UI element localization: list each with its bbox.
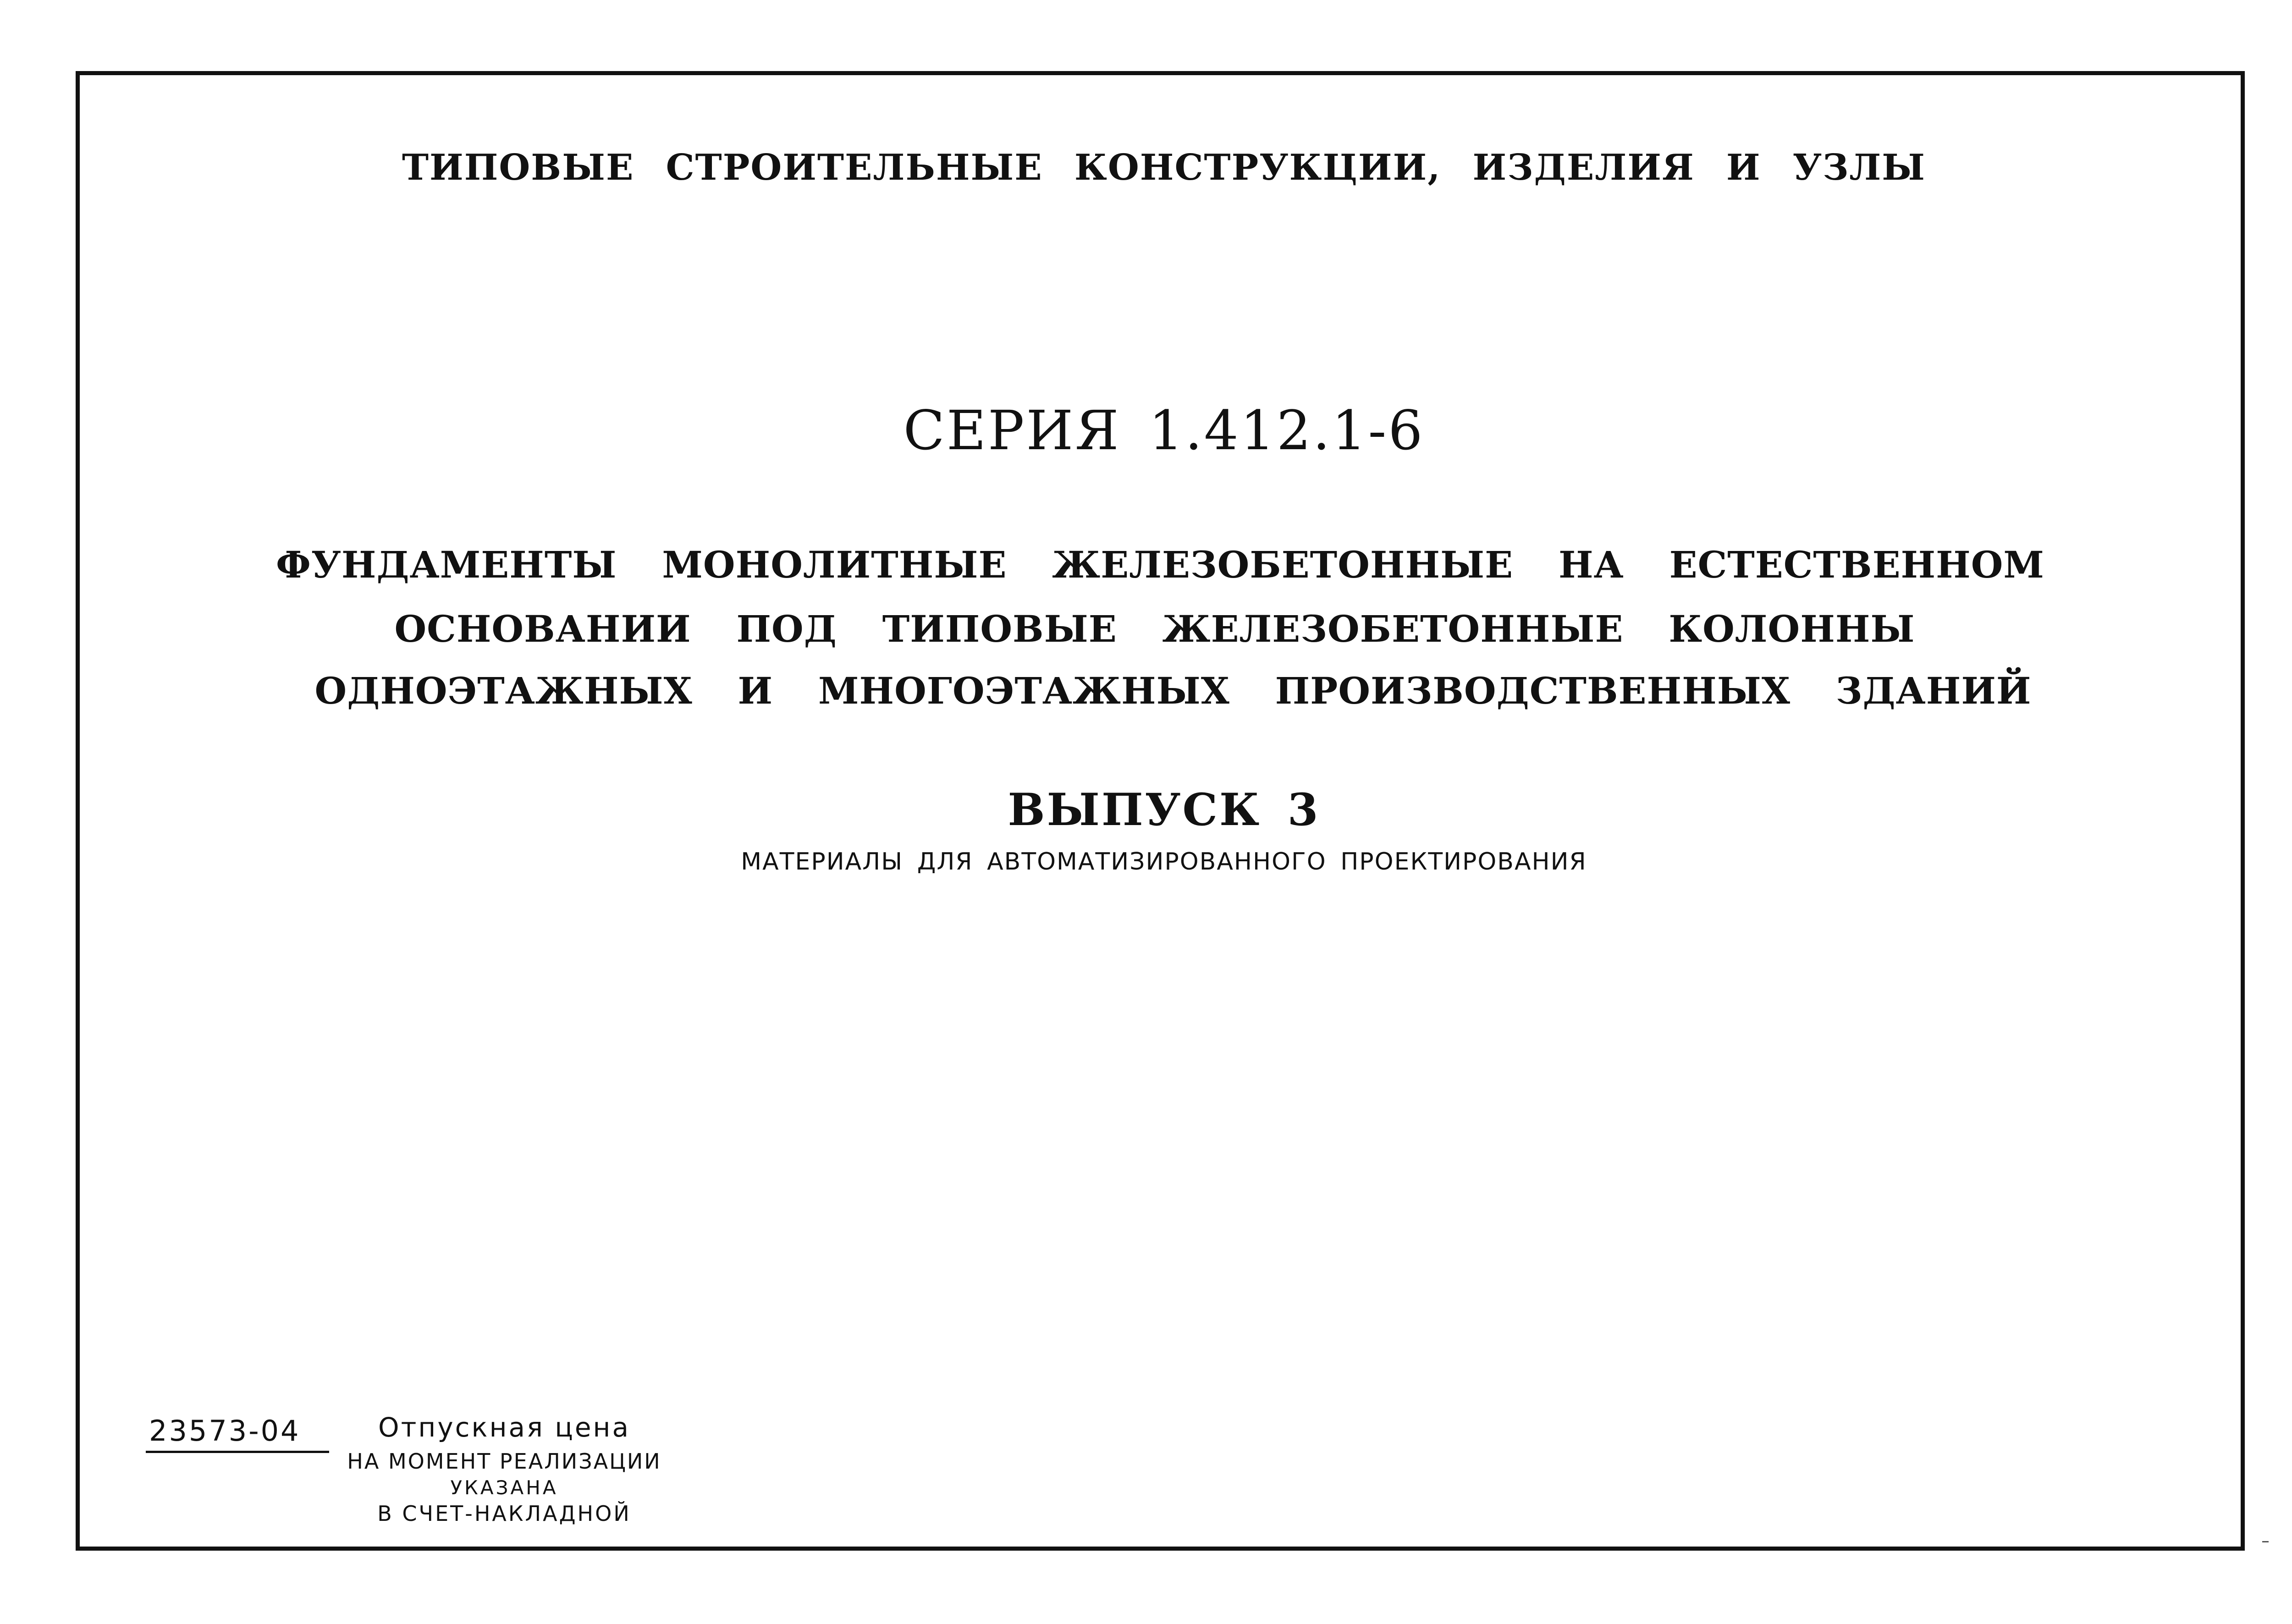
price-note-line-3: УКАЗАНА bbox=[450, 1476, 558, 1499]
title-line-2: ОСНОВАНИИ ПОД ТИПОВЫЕ ЖЕЛЕЗОБЕТОННЫЕ КОЛОННЫ bbox=[394, 607, 1915, 650]
order-number: 23573-04 bbox=[149, 1414, 301, 1448]
issue-number: ВЫПУСК 3 bbox=[1008, 784, 1320, 836]
order-number-underline bbox=[146, 1451, 329, 1453]
document-header: ТИПОВЫЕ СТРОИТЕЛЬНЫЕ КОНСТРУКЦИИ, ИЗДЕЛИЯ И УЗЛЫ bbox=[402, 147, 1926, 188]
issue-subtitle: МАТЕРИАЛЫ ДЛЯ АВТОМАТИЗИРОВАННОГО ПРОЕКТИРОВАНИЯ bbox=[741, 848, 1587, 875]
price-note-line-2: НА МОМЕНТ РЕАЛИЗАЦИИ bbox=[347, 1449, 661, 1474]
margin-tick-mark bbox=[2262, 1541, 2269, 1542]
title-line-3: ОДНОЭТАЖНЫХ И МНОГОЭТАЖНЫХ ПРОИЗВОДСТВЕННЫХ ЗДАНИЙ bbox=[314, 669, 2032, 712]
price-note-line-1: Отпускная цена bbox=[378, 1412, 631, 1443]
title-line-1: ФУНДАМЕНТЫ МОНОЛИТНЫЕ ЖЕЛЕЗОБЕТОННЫЕ НА ЕСТЕСТВЕННОМ bbox=[276, 543, 2044, 586]
price-note-line-4: В СЧЕТ-НАКЛАДНОЙ bbox=[377, 1501, 631, 1526]
series-number: СЕРИЯ 1.412.1-6 bbox=[903, 399, 1425, 462]
price-note bbox=[330, 1414, 678, 1524]
